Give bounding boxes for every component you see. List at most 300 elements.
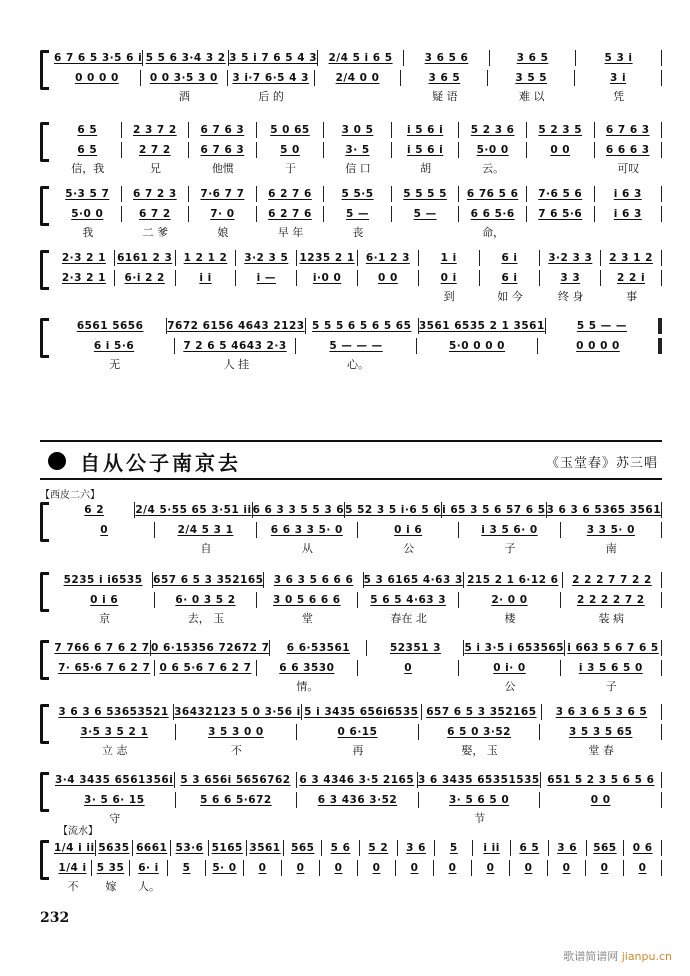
- measure: [459, 522, 559, 538]
- lyric: 无: [109, 358, 121, 371]
- lyric: [540, 356, 662, 372]
- notes: 7· 65·6 7 6 2 7: [58, 662, 151, 674]
- melody-row: [54, 704, 662, 720]
- notes: 3·4 3435 6561356i: [54, 774, 174, 786]
- measure: [472, 860, 509, 876]
- lyric: [315, 88, 402, 104]
- notes: 3· 5 6 5 0: [449, 794, 510, 806]
- measure: [392, 206, 459, 222]
- measure: [270, 640, 366, 656]
- notes: 6 5: [519, 842, 540, 854]
- lyric: [419, 356, 541, 372]
- notes: 0: [334, 862, 343, 874]
- notes: 0 i· 0: [493, 662, 526, 674]
- measure: [229, 50, 317, 66]
- measure: [253, 502, 345, 518]
- measure: [155, 660, 255, 676]
- staff: [54, 318, 662, 372]
- lyric: 如 今: [497, 290, 523, 303]
- lyric: [244, 878, 282, 894]
- lyric: 信，我: [71, 162, 105, 175]
- measure: [358, 860, 395, 876]
- measure: [257, 592, 357, 608]
- score-system: [40, 840, 662, 894]
- measure: [358, 250, 418, 266]
- measure: [459, 186, 526, 202]
- notes: 5 5 — —: [576, 320, 627, 332]
- measure: [358, 522, 458, 538]
- measure: [540, 270, 600, 286]
- notes: 6 5: [77, 124, 98, 136]
- notes: 1/4 i ii: [54, 842, 95, 854]
- lyric: [297, 810, 419, 826]
- barline: [661, 640, 662, 656]
- notes: 6 2 7 6: [268, 188, 312, 200]
- notes: 3·2 3 3: [548, 252, 593, 264]
- measure: [264, 572, 362, 588]
- measure: [538, 338, 658, 354]
- staff: [54, 840, 662, 894]
- measure: [367, 640, 463, 656]
- vocal-row: [54, 592, 662, 608]
- measure: [488, 70, 574, 86]
- lyric: [176, 288, 237, 304]
- measure: [601, 270, 661, 286]
- notes: 7·6 7 7: [200, 188, 245, 200]
- notes: 3 0 5 6 6 6: [273, 594, 341, 606]
- lyric: [510, 878, 548, 894]
- notes: 6 2: [84, 504, 105, 516]
- lyric: [206, 878, 244, 894]
- lyric: [548, 878, 586, 894]
- measure: [54, 572, 152, 588]
- notes: i 3 5 6 5 0: [578, 662, 643, 674]
- lyric: [527, 160, 595, 176]
- vocal-row: [54, 270, 662, 286]
- measure: [54, 522, 154, 538]
- measure: [236, 270, 296, 286]
- measure: [167, 318, 304, 334]
- measure: [151, 640, 269, 656]
- measure: [464, 640, 564, 656]
- notes: 5 3 656i 5656762: [180, 774, 291, 786]
- notes: 3 6 3435 65351535: [417, 774, 540, 786]
- measure: [464, 572, 562, 588]
- notes: 3· 5 6· 15: [84, 794, 145, 806]
- notes: 2/4 5·55 65 3·51 ii: [135, 504, 252, 516]
- lyric: [540, 810, 662, 826]
- measure: [54, 860, 91, 876]
- notes: 3 6 3 5 6 6 6: [273, 574, 354, 586]
- lyric: 命，: [482, 226, 505, 239]
- notes: 0: [486, 862, 495, 874]
- measure: [320, 860, 357, 876]
- lyric: 不: [230, 744, 242, 757]
- song-attribution: 《玉堂春》苏三唱: [545, 456, 658, 471]
- notes: 5 52 3 5 i·6 5 6: [345, 504, 442, 516]
- page-number: 232: [40, 910, 70, 926]
- measure: [527, 186, 594, 202]
- measure: [595, 206, 662, 222]
- notes: 0 i 6: [90, 594, 119, 606]
- measure: [244, 860, 281, 876]
- notes: 6 6 6 3: [605, 144, 650, 156]
- notes: 651 5 2 3 5 6 5 6: [547, 774, 655, 786]
- notes: 3 6 5 6: [424, 52, 469, 64]
- lyric: 后 的: [258, 90, 284, 103]
- measure: [297, 792, 418, 808]
- notes: 5·0 0: [71, 208, 104, 220]
- vocal-row: [54, 70, 662, 86]
- notes: 6 6 3530: [279, 662, 335, 674]
- measure: [122, 186, 189, 202]
- lyric: [155, 678, 256, 694]
- barline: [661, 206, 662, 222]
- measure: [115, 250, 175, 266]
- lyric: 南: [605, 542, 617, 555]
- score-system: [40, 122, 662, 176]
- lyric: 凭: [613, 90, 625, 103]
- lyric: [358, 678, 459, 694]
- notes: 0: [100, 524, 109, 536]
- notes: i —: [256, 272, 276, 284]
- notes: 0 6 5·6 7 6 2 7: [159, 662, 252, 674]
- lyric: 他惯: [211, 162, 234, 175]
- notes: 3 i: [610, 72, 627, 84]
- measure: [315, 70, 401, 86]
- lyrics-row: [54, 288, 662, 304]
- notes: 5·3 5 7: [65, 188, 110, 200]
- notes: 5 5·5: [341, 188, 374, 200]
- score-system: [40, 772, 662, 826]
- notes: 5165: [211, 842, 243, 854]
- measure: [135, 502, 251, 518]
- notes: 2 2 2 7 7 2 2: [572, 574, 652, 586]
- measure: [419, 318, 545, 334]
- section-label: 【流水】: [58, 826, 98, 837]
- notes: 0 0: [550, 144, 571, 156]
- song-title: 自从公子南京去: [80, 451, 241, 475]
- notes: i 5 6 i: [406, 144, 444, 156]
- notes: 6 3 4346 3·5 2165: [299, 774, 415, 786]
- notes: 5235 i i6535: [63, 574, 143, 586]
- notes: 6 3 436 3·52: [317, 794, 398, 806]
- lyric: 娶， 玉: [461, 744, 498, 757]
- measure: [302, 704, 421, 720]
- notes: 5 6 6 5·672: [200, 794, 272, 806]
- notes: 36432123 5 0 3·56 i: [174, 706, 301, 718]
- notes: 1/4 i: [58, 862, 87, 874]
- barline: [661, 502, 662, 518]
- measure: [435, 840, 472, 856]
- lyric: 心。: [346, 358, 369, 371]
- system-bracket: [40, 640, 49, 680]
- measure: [168, 860, 205, 876]
- lyric: [236, 288, 297, 304]
- barline: [661, 860, 662, 876]
- measure: [189, 142, 256, 158]
- notes: 5 3 6165 4·63 3: [363, 574, 463, 586]
- measure: [54, 502, 134, 518]
- measure: [257, 186, 324, 202]
- notes: 0: [404, 662, 413, 674]
- measure: [563, 572, 661, 588]
- score-system: [40, 186, 662, 240]
- notes: 5 6: [330, 842, 351, 854]
- notes: 0 0 0 0: [75, 72, 119, 84]
- measure: [54, 186, 121, 202]
- barline: [661, 270, 662, 286]
- lyric: 情。: [296, 680, 319, 693]
- measure: [236, 250, 296, 266]
- notes: 3561: [249, 842, 281, 854]
- staff: [54, 572, 662, 626]
- lyrics-row: [54, 678, 662, 694]
- lyric: 二 爹: [142, 226, 169, 239]
- measure: [54, 840, 95, 856]
- lyric: [54, 540, 155, 556]
- notes: 7· 0: [210, 208, 235, 220]
- notes: 0: [296, 862, 305, 874]
- notes: 5 6 5 4·63 3: [370, 594, 447, 606]
- measure: [324, 206, 391, 222]
- notes: 5 i 3435 656i6535: [304, 706, 419, 718]
- notes: 0 0 0 0: [576, 340, 620, 352]
- measure: [54, 122, 121, 138]
- notes: 6 6 5·6: [470, 208, 515, 220]
- lyric: 人 挂: [223, 358, 250, 371]
- measure: [547, 502, 661, 518]
- vocal-row: [54, 522, 662, 538]
- lyric: [358, 878, 396, 894]
- melody-row: [54, 186, 662, 202]
- measure: [392, 142, 459, 158]
- lyric: 到: [443, 290, 455, 303]
- notes: 6561 5656: [76, 320, 144, 332]
- measure: [595, 122, 662, 138]
- notes: 5· 0: [212, 862, 237, 874]
- barline: [661, 142, 662, 158]
- lyric: [472, 878, 510, 894]
- measure: [624, 860, 661, 876]
- notes: 6·1 2 3: [365, 252, 410, 264]
- notes: 0: [600, 862, 609, 874]
- lyric: 丧: [352, 226, 364, 239]
- notes: 53·6: [175, 842, 204, 854]
- system-bracket: [40, 250, 49, 290]
- measure: [417, 338, 537, 354]
- measure: [561, 522, 661, 538]
- notes: 2 2 i: [617, 272, 646, 284]
- measure: [541, 772, 661, 788]
- barline: [661, 572, 662, 588]
- notes: 657 6 5 3 352165: [426, 706, 537, 718]
- measure: [422, 704, 541, 720]
- notes: 5 35: [96, 862, 125, 874]
- lyric: 春在 北: [390, 612, 427, 625]
- lyric: [586, 878, 624, 894]
- measure: [92, 860, 129, 876]
- notes: i 663 5 6 7 6 5: [567, 642, 659, 654]
- lyric: [54, 88, 141, 104]
- measure: [480, 250, 540, 266]
- system-bracket: [40, 50, 49, 90]
- notes: 3 6 3 6 5365 3561: [546, 504, 661, 516]
- lyric: 酒: [178, 90, 190, 103]
- notes: 5635: [98, 842, 130, 854]
- notes: i 5 6 i: [406, 124, 444, 136]
- score-system: [40, 50, 662, 104]
- staff: [54, 704, 662, 758]
- measure: [418, 772, 540, 788]
- notes: 6· 0 3 5 2: [175, 594, 236, 606]
- system-bracket: [40, 502, 49, 542]
- lyric: 胡: [420, 162, 432, 175]
- lyric: 立 志: [102, 744, 128, 757]
- measure: [189, 122, 256, 138]
- measure: [396, 860, 433, 876]
- lyric: 于: [284, 162, 296, 175]
- measure: [434, 860, 471, 876]
- measure: [96, 840, 133, 856]
- measure: [171, 840, 208, 856]
- notes: 0: [372, 862, 381, 874]
- notes: 3 3: [560, 272, 581, 284]
- lyric: 堂: [301, 612, 313, 625]
- measure: [176, 724, 297, 740]
- measure: [419, 792, 540, 808]
- score-system: [40, 502, 662, 556]
- notes: 565: [291, 842, 315, 854]
- measure: [459, 206, 526, 222]
- measure: [540, 724, 661, 740]
- lyric: [527, 224, 595, 240]
- melody-row: [54, 250, 662, 266]
- notes: 2· 0 0: [491, 594, 528, 606]
- notes: 0 0 3·5 3 0: [149, 72, 218, 84]
- measure: [527, 142, 594, 158]
- measure: [345, 502, 441, 518]
- measure: [586, 860, 623, 876]
- notes: 215 2 1 6·12 6: [467, 574, 559, 586]
- measure: [176, 792, 297, 808]
- lyric: [54, 288, 115, 304]
- notes: 2 2 2 2 7 2: [576, 594, 645, 606]
- notes: 6 6 3 3 5· 0: [270, 524, 343, 536]
- measure: [546, 318, 658, 334]
- notes: 565: [593, 842, 617, 854]
- staff: [54, 186, 662, 240]
- notes: 2·3 2 1: [61, 272, 106, 284]
- notes: 2/4 0 0: [335, 72, 380, 84]
- notes: 3 6 5: [428, 72, 461, 84]
- measure: [296, 338, 416, 354]
- notes: 6 7 6 3: [200, 144, 245, 156]
- staff: [54, 250, 662, 304]
- notes: 6 i 5·6: [93, 340, 135, 352]
- notes: 7672 6156 4643 2123: [167, 320, 305, 332]
- barline: [661, 592, 662, 608]
- measure: [122, 142, 189, 158]
- measure: [322, 840, 359, 856]
- measure: [473, 840, 510, 856]
- measure: [358, 270, 418, 286]
- lyric: 楼: [504, 612, 516, 625]
- notes: 3561 6535 2 1 3561: [418, 320, 545, 332]
- measure: [257, 122, 324, 138]
- measure: [189, 206, 256, 222]
- lyric: [358, 288, 419, 304]
- notes: i ii: [483, 842, 500, 854]
- barline: [661, 660, 662, 676]
- barline: [661, 704, 662, 720]
- vocal-row: [54, 792, 662, 808]
- lyric: [282, 878, 320, 894]
- measure: [527, 206, 594, 222]
- lyrics-row: [54, 610, 662, 626]
- system-bracket: [40, 840, 49, 880]
- lyric: 事: [626, 290, 638, 303]
- notes: 3 0 5: [341, 124, 374, 136]
- notes: 5·0 0 0 0: [449, 340, 505, 352]
- measure: [54, 724, 175, 740]
- barline: [661, 186, 662, 202]
- vocal-row: [54, 338, 662, 354]
- notes: 6 7 6 5 3·5 6 i: [54, 52, 143, 64]
- score-system: [40, 250, 662, 304]
- notes: 5: [182, 862, 191, 874]
- measure: [54, 338, 174, 354]
- notes: 3 5 3 5 65: [568, 726, 633, 738]
- measure: [561, 660, 661, 676]
- melody-row: [54, 640, 662, 656]
- notes: 0: [448, 862, 457, 874]
- measure: [306, 318, 418, 334]
- measure: [257, 142, 324, 158]
- lyric: 可叹: [617, 162, 640, 175]
- lyric: 守: [109, 812, 121, 825]
- notes: 1 2 1 2: [183, 252, 228, 264]
- lyric: 装 病: [598, 612, 625, 625]
- measure: [548, 860, 585, 876]
- measure: [540, 250, 600, 266]
- measure: [122, 206, 189, 222]
- lyric: [115, 288, 176, 304]
- melody-row: [54, 122, 662, 138]
- measure: [565, 640, 661, 656]
- measure: [297, 772, 417, 788]
- lyrics-row: [54, 356, 662, 372]
- notes: 1235 2 1: [299, 252, 355, 264]
- notes: 6· i: [138, 862, 159, 874]
- score-system: [40, 704, 662, 758]
- lyric: 难 以: [518, 90, 545, 103]
- vocal-row: [54, 724, 662, 740]
- measure: [318, 50, 403, 66]
- measure: [176, 250, 236, 266]
- notes: 2/4 5 i 6 5: [328, 52, 393, 64]
- lyric: [595, 224, 663, 240]
- measure: [392, 122, 459, 138]
- notes: 0 0: [377, 272, 398, 284]
- measure: [540, 792, 661, 808]
- measure: [419, 250, 479, 266]
- measure: [257, 660, 357, 676]
- notes: 0: [410, 862, 419, 874]
- measure: [297, 270, 357, 286]
- notes: 6 7 2 3: [132, 188, 177, 200]
- notes: 7·6 5 6: [538, 188, 583, 200]
